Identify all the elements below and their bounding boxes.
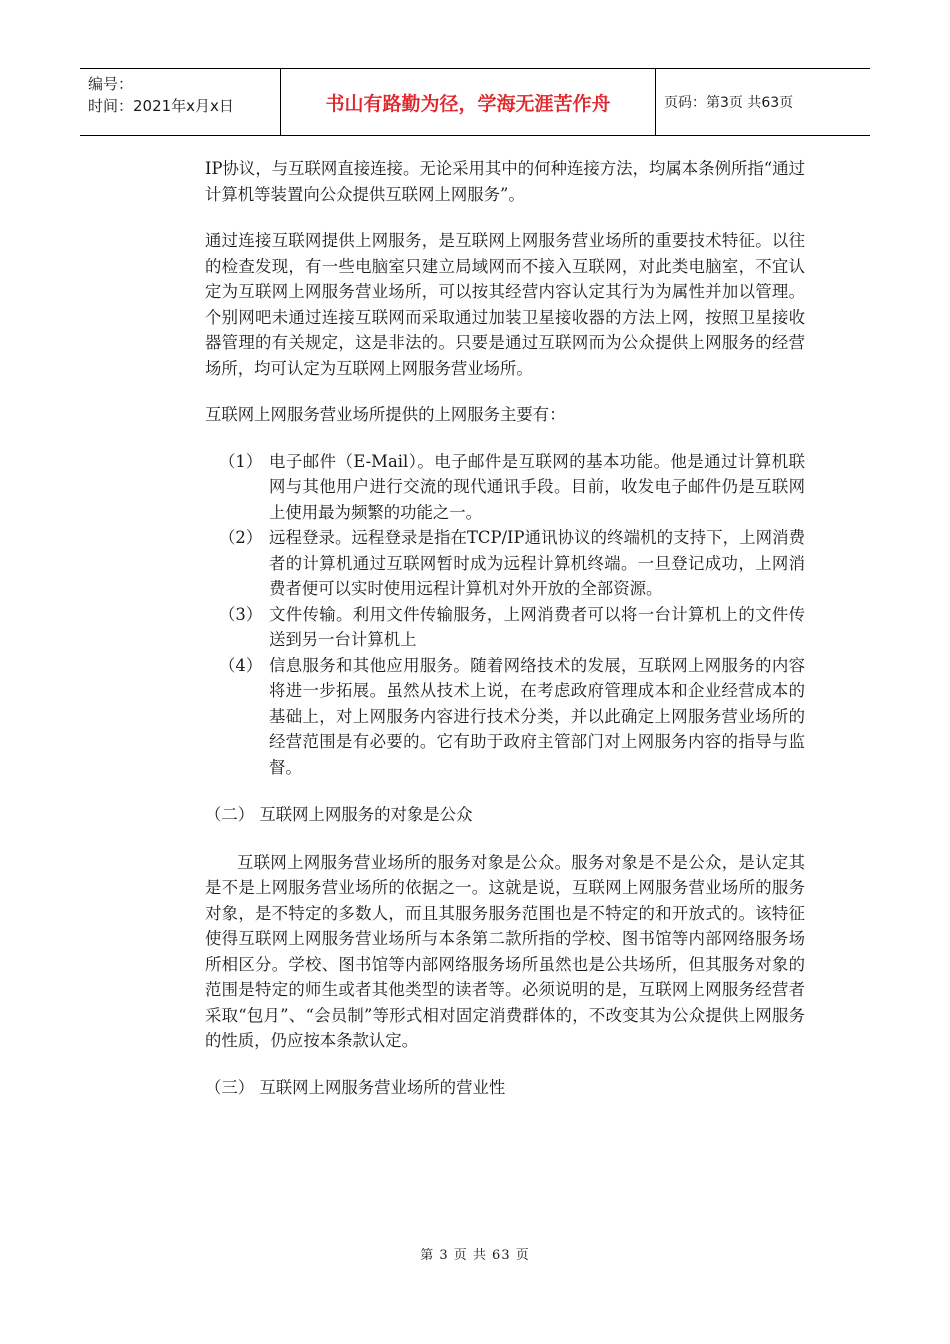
service-list <box>205 449 805 781</box>
document-body <box>205 156 805 1122</box>
section-heading-2: （二） 互联网上网服务的对象是公众 <box>205 805 473 824</box>
list-item-number: （3） <box>219 604 263 624</box>
list-item <box>205 653 805 781</box>
header-motto: 书山有路勤为径，学海无涯苦作舟 <box>280 69 656 135</box>
page-footer: 第 3 页 共 63 页 <box>420 1248 530 1263</box>
header-page-info: 页码：第3页 共63页 <box>664 95 794 111</box>
list-item <box>205 525 805 602</box>
list-item <box>205 602 805 653</box>
paragraph-3: 互联网上网服务营业场所提供的上网服务主要有： <box>205 405 566 424</box>
list-item-number: （4） <box>219 655 263 675</box>
paragraph-2: 通过连接互联网提供上网服务，是互联网上网服务营业场所的重要技术特征。以往的检查发现，有一些电脑室只建立局域网而不接入互联网，对此类电脑室，不宜认定为互联网上网服务营业场所，可以按其经营内容认定其行为为属性并加以管理。个别网吧未通过连接互联网而采取通过加装卫星接收器的方法上网，按照卫星接收器管理的有关规定，这是非法的。只要是通过互联网而为公众提供上网服务的经营场所，均可认定为互联网上网服务营业场所。 <box>205 231 805 378</box>
list-item-number: （1） <box>219 451 263 471</box>
paragraph-1: IP协议，与互联网直接连接。无论采用其中的何种连接方法，均属本条例所指“通过计算机等装置向公众提供互联网上网服务”。 <box>205 159 805 204</box>
section-heading-3: （三） 互联网上网服务营业场所的营业性 <box>205 1077 506 1097</box>
list-item-text: 信息服务和其他应用服务。随着网络技术的发展，互联网上网服务的内容将进一步拓展。虽然从技术上说，在考虑政府管理成本和企业经营成本的基础上，对上网服务内容进行技术分类，并以此确定上网服务营业场所的经营范围是有必要的。它有助于政府主管部门对上网服务内容的指导与监督。 <box>269 655 805 777</box>
serial-label: 编号： <box>88 75 134 93</box>
paragraph-4: 互联网上网服务营业场所的服务对象是公众。服务对象是不是公众，是认定其是不是上网服务营业场所的依据之一。这就是说，互联网上网服务营业场所的服务对象，是不特定的多数人，而且其服务服务范围也是不特定的和开放式的。该特征使得互联网上网服务营业场所与本条第二款所指的学校、图书馆等内部网络服务场所相区分。学校、图书馆等内部网络服务场所虽然也是公共场所，但其服务对象的范围是特定的师生或者其他类型的读者等。必须说明的是，互联网上网服务经营者采取“包月”、“会员制”等形式相对固定消费群体的，不改变其为公众提供上网服务的性质，仍应按本条款认定。 <box>205 852 805 1050</box>
list-item-text: 电子邮件（E-Mail）。电子邮件是互联网的基本功能。他是通过计算机联网与其他用户进行交流的现代通讯手段。目前，收发电子邮件仍是互联网上使用最为频繁的功能之一。 <box>269 451 805 522</box>
date-line: 时间：2021年x月x日 <box>88 97 234 115</box>
list-item-text: 文件传输。利用文件传输服务，上网消费者可以将一台计算机上的文件传送到另一台计算机上 <box>269 604 805 649</box>
header-meta <box>80 69 280 135</box>
list-item <box>205 449 805 526</box>
list-item-text: 远程登录。远程登录是指在TCP/IP通讯协议的终端机的支持下，上网消费者的计算机通过互联网暂时成为远程计算机终端。一旦登记成功，上网消费者便可以实时使用远程计算机对外开放的全部资源。 <box>269 528 805 598</box>
page-header <box>80 68 870 136</box>
list-item-number: （2） <box>219 528 263 547</box>
